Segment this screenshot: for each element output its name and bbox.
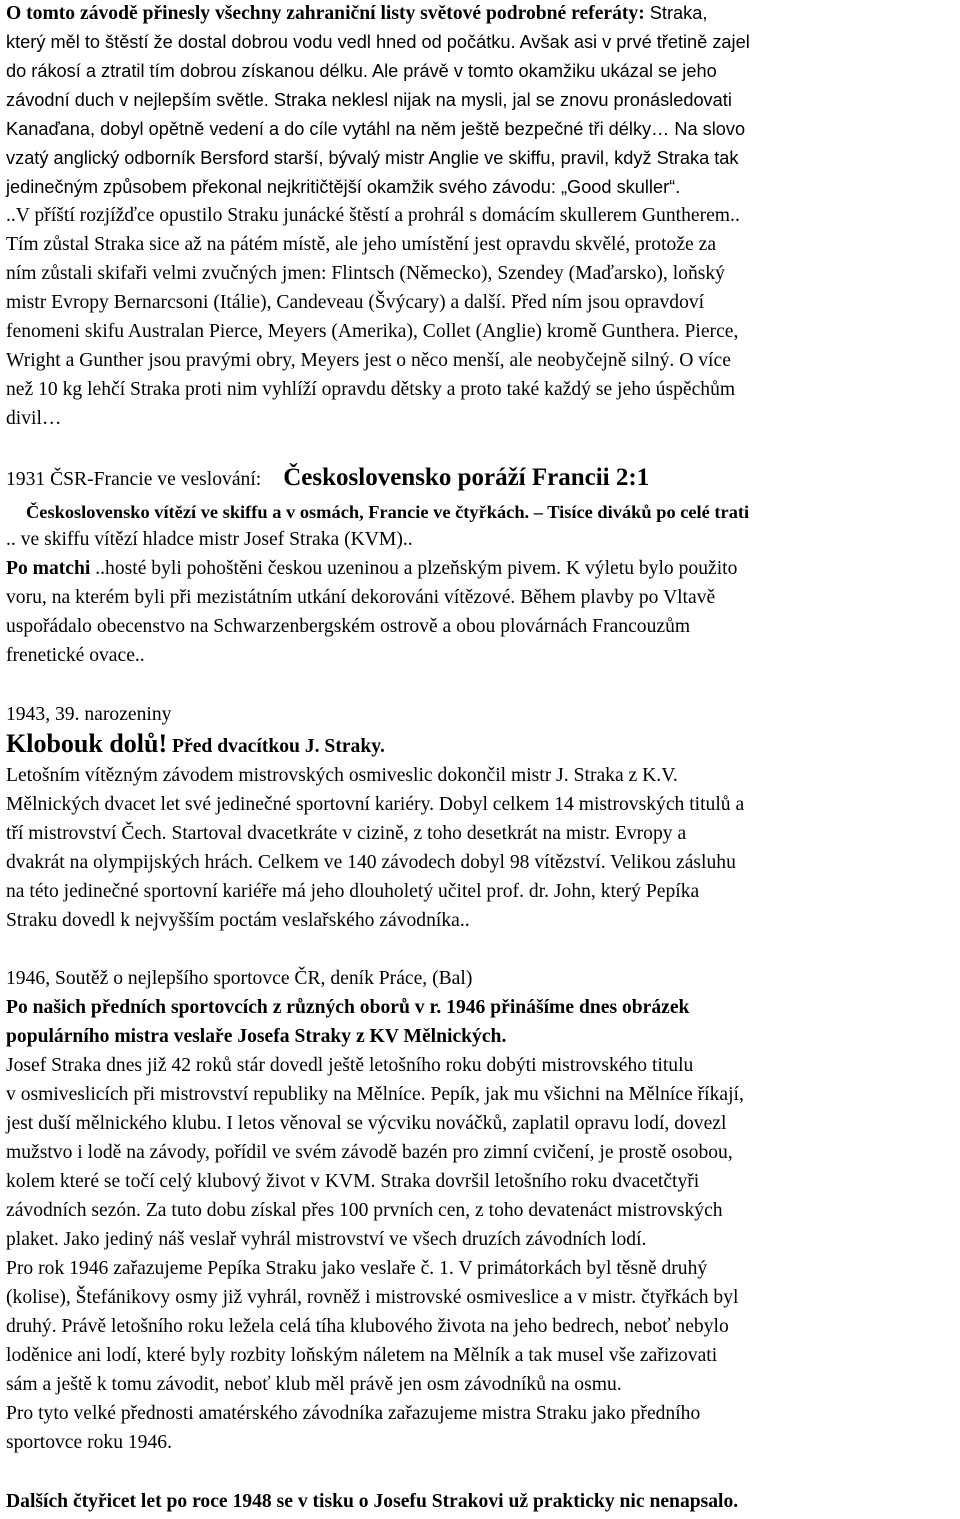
paragraph-line: vzatý anglický odborník Bersford starší, bývalý mistr Anglie ve skiffu, pravil, když Straka tak	[6, 148, 739, 168]
paragraph-line: dvakrát na olympijských hrách. Celkem ve 140 závodech dobyl 98 vítězství. Velikou zásluhu	[6, 852, 736, 873]
paragraph-line: Kanaďana, dobyl opětně vedení a do cíle vytáhl na něm ještě bezpečné tři délky… Na slovo	[6, 119, 746, 139]
paragraph-line: plaket. Jako jediný náš veslař vyhrál mistrovství ve všech druzích závodních lodí.	[6, 1229, 647, 1250]
section-subheading	[26, 500, 749, 524]
paragraph-line: (kolise), Štefánikovy osmy již vyhrál, rovněž i mistrovské osmiveslice a v mistr. čtyřkách byl	[6, 1287, 739, 1308]
paragraph-line: sám a ještě k tomu závodit, neboť klub měl právě jen osm závodníků na osmu.	[6, 1374, 622, 1395]
paragraph-line: tří mistrovství Čech. Startoval dvacetkráte v cizině, z toho desetkrát na mistr. Evropy a	[6, 823, 687, 844]
paragraph-line: kolem které se točí celý klubový život v KVM. Straka dovršil letošního roku dvacetčtyři	[6, 1171, 700, 1192]
paragraph-line	[6, 88, 732, 113]
paragraph-line: závodních sezón. Za tuto dobu získal přes 100 prvních cen, z toho devatenáct mistrovských	[6, 1200, 723, 1221]
paragraph-line: uspořádalo obecenstvo na Schwarzenbergském ostrově a obou plovárnách Francouzům	[6, 616, 691, 637]
paragraph-line: Pro rok 1946 zařazujeme Pepíka Straku jako veslaře č. 1. V primátorkách byl těsně druhý	[6, 1258, 708, 1279]
section-date: 1946, Soutěž o nejlepšího sportovce ČR, deník Práce, (Bal)	[6, 968, 473, 989]
paragraph-line: jedinečným způsobem překonal nejkritičtější okamžik svého závodu: „Good skuller“.	[6, 177, 681, 197]
paragraph-line: Pro tyto velké přednosti amatérského závodníka zařazujeme mistra Straku jako předního	[6, 1403, 701, 1424]
paragraph-line: ním zůstali skifaři velmi zvučných jmen: Flintsch (Německo), Szendey (Maďarsko), loňský	[6, 263, 725, 284]
paragraph-line: .. ve skiffu vítězí hladce mistr Josef Straka (KVM)..	[6, 529, 413, 550]
section-heading	[6, 466, 649, 492]
text-run: Straka neklesl nijak na mysli, jal se znovu pronásledovati	[268, 90, 732, 110]
text-run: závodní duch v nejlepším světle.	[6, 90, 269, 110]
heading-title: Klobouk dolů!	[6, 729, 168, 758]
paragraph-line: Straku dovedl k nejvyšším poctám veslařského závodníka..	[6, 910, 470, 931]
paragraph-line: fenomeni skifu Australan Pierce, Meyers (Amerika), Collet (Anglie) kromě Gunthera. Pierce,	[6, 321, 739, 342]
paragraph-line: sportovce roku 1946.	[6, 1432, 172, 1453]
paragraph-line: který měl to štěstí že dostal dobrou vodu vedl hned od počátku. Avšak asi v prvé třetině zajel	[6, 32, 750, 52]
heading-prefix: 1931 ČSR-Francie ve veslování:	[6, 469, 262, 490]
section-heading	[6, 729, 385, 759]
paragraph-line: voru, na kterém byli při mezistátním utkání dekorováni vítězové. Během plavby po Vltavě	[6, 587, 716, 608]
paragraph-line: než 10 kg lehčí Straka proti nim vyhlíží opravdu dětsky a proto také každý se jeho úspěchům	[6, 379, 736, 400]
lead-bold-text: Po matchi	[6, 558, 91, 579]
paragraph-line: mistr Evropy Bernarcsoni (Itálie), Candeveau (Švýcary) a další. Před ním jsou opravdoví	[6, 292, 705, 313]
section-heading: Po našich předních sportovcích z různých oborů v r. 1946 přinášíme dnes obrázek	[6, 997, 690, 1018]
paragraph-line: v osmiveslicích při mistrovství republiky na Mělníce. Pepík, jak mu všichni na Mělníce říkají,	[6, 1084, 744, 1105]
paragraph-line: druhý. Právě letošního roku ležela celá tíha klubového života na jeho bedrech, neboť nebylo	[6, 1316, 729, 1337]
paragraph-line	[6, 557, 737, 581]
paragraph-line: Wright a Gunther jsou pravými obry, Meyers jest o něco menší, ale neobyčejně silný. O více	[6, 350, 731, 371]
text-run: Straka,	[644, 3, 708, 23]
paragraph-line: Tím zůstal Straka sice až na pátém místě, ale jeho umístění jest opravdu skvělé, protože za	[6, 234, 717, 255]
paragraph-line: Mělnických dvacet let své jedinečné sportovní kariéry. Dobyl celkem 14 mistrovských titulů a	[6, 794, 745, 815]
closing-statement: Dalších čtyřicet let po roce 1948 se v tisku o Josefu Strakovi už prakticky nic nenapsalo.	[6, 1491, 739, 1512]
paragraph-line: frenetické ovace..	[6, 645, 145, 666]
section-date: 1943, 39. narozeniny	[6, 704, 172, 725]
section-heading: populárního mistra veslaře Josefa Straky z KV Mělnických.	[6, 1026, 507, 1047]
paragraph-line	[6, 1, 707, 26]
paragraph-line: jest duší mělnického klubu. I letos věnoval se výcviku nováčků, zaplatil opravu lodí, dovezl	[6, 1113, 727, 1134]
paragraph-line: Letošním vítězným závodem mistrovských osmiveslic dokončil mistr J. Straka z K.V.	[6, 765, 678, 786]
subheading-bold: – Tisíce diváků po celé trati	[529, 502, 750, 522]
paragraph-line: mužstvo i lodě na závody, pořídil ve svém závodě bazén pro zimní cvičení, je prostě osobou,	[6, 1142, 733, 1163]
heading-title: Československo poráží Francii 2:1	[283, 464, 650, 491]
lead-bold-text: O tomto závodě přinesly všechny zahraniční listy světové podrobné referáty:	[6, 3, 645, 24]
paragraph-line: na této jedinečné sportovní kariéře má jeho dlouholetý učitel prof. dr. John, který Pepíka	[6, 881, 700, 902]
paragraph-line: ..V příští rozjížďce opustilo Straku junácké štěstí a prohrál s domácím skullerem Guntherem..	[6, 205, 740, 226]
subheading-bold: Československo vítězí ve skiffu a v osmách, Francie ve čtyřkách.	[26, 502, 530, 522]
paragraph-line: Josef Straka dnes již 42 roků stár dovedl ještě letošního roku dobýti mistrovského titulu	[6, 1055, 694, 1076]
paragraph-line: divil…	[6, 408, 62, 429]
heading-subtitle: Před dvacítkou J. Straky.	[167, 736, 385, 757]
paragraph-line: loděnice ani lodí, které byly rozbity loňským náletem na Mělník a tak musel vše zařizovati	[6, 1345, 718, 1366]
paragraph-line: do rákosí a ztratil tím dobrou získanou délku. Ale právě v tomto okamžiku ukázal se jeho	[6, 61, 717, 81]
text-run: ..hosté byli pohoštěni českou uzeninou a plzeňským pivem. K výletu bylo použito	[90, 558, 738, 579]
